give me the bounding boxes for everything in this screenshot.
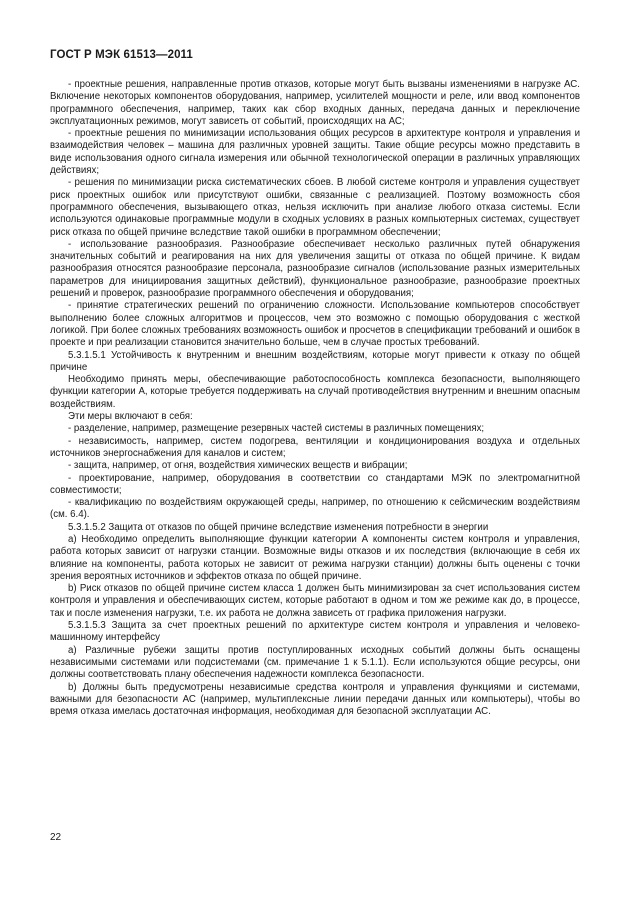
page-number: 22 (50, 832, 62, 843)
document-header: ГОСТ Р МЭК 61513—2011 (50, 49, 193, 61)
document-body (50, 79, 580, 718)
paragraph: - решения по минимизации риска систематических сбоев. В любой системе контроля и управления существует риск проектных ошибок или присутствуют ошибки, связанные с реализацией. Поэтому возможность сбоя программного обеспечения, вызывающего отказ, нельзя исключить при анализе любого отказа системы. Если используются одинаковые программные модули в сходных условиях в разных компьютерных системах, существует риск отказа по общей причине вследствие такой ошибки в программном обеспечении; (50, 177, 580, 238)
section-heading-5-3-1-5-2: 5.3.1.5.2 Защита от отказов по общей причине вследствие изменения потребности в энергии (68, 521, 489, 533)
list-item: - защита, например, от огня, воздействия химических веществ и вибрации; (68, 460, 408, 472)
list-item: - разделение, например, размещение резервных частей системы в различных помещениях; (68, 423, 485, 435)
section-heading-5-3-1-5-3: 5.3.1.5.3 Защита за счет проектных решений по архитектуре систем контроля и управления и человеко-машинному интерфейсу (50, 620, 580, 644)
list-item: - квалификацию по воздействиям окружающей среды, например, по отношению к сейсмическим воздействиям (см. 6.4). (50, 497, 580, 521)
list-item: - независимость, например, систем подогрева, вентиляции и кондиционирования воздуха и отдельных источников энергоснабжения для каналов и систем; (50, 435, 580, 459)
paragraph: - принятие стратегических решений по ограничению сложности. Использование компьютеров способствует выполнению более сложных алгоритмов и процессов, чем это возможно с помощью оборудования с жесткой логикой. При более сложных требованиях возможность ошибок и просчетов в спецификации требований и ошибок в проекте и при реализации становится значительно больше, чем в случае простых требований. (50, 300, 580, 349)
paragraph: - проектные решения, направленные против отказов, которые могут быть вызваны изменениями в нагрузке АС. Включение некоторых компонентов оборудования, например, усилителей мощности и реле, или ввод компонентов программного обеспечения, например, таких как сбор входных данных, передача данных и переключение эксплуатационных режимов, могут зависеть от событий, происходящих на АС; (50, 79, 580, 127)
list-item: - проектирование, например, оборудования в соответствии со стандартами МЭК по электромагнитной совместимости; (50, 472, 580, 496)
paragraph: Эти меры включают в себя: (68, 411, 193, 423)
section-heading-5-3-1-5-1: 5.3.1.5.1 Устойчивость к внутренним и внешним воздействиям, которые могут привести к отказу по общей причине (50, 349, 580, 373)
paragraph: b) Должны быть предусмотрены независимые средства контроля и управления функциями и системами, важными для безопасности АС (например, мультиплексные линии передачи данных или компьютеры), чтобы во время отказа имелась достаточная информация, необходимая для безопасной эксплуатации АС. (50, 681, 580, 718)
paragraph: - проектные решения по минимизации использования общих ресурсов в архитектуре контроля и управления и взаимодействия человек – машина для различных уровней защиты. Такие общие ресурсы можно представить в виде использования одного сигнала измерения или обычной технологической операции в различных управляющих действиях; (50, 128, 580, 177)
paragraph: Необходимо принять меры, обеспечивающие работоспособность комплекса безопасности, выполняющего функции категории А, которые требуется поддерживать на случай противодействия внутренним и внешним опасным воздействиям. (50, 374, 580, 410)
paragraph: b) Риск отказов по общей причине систем класса 1 должен быть минимизирован за счет использования систем контроля и управления и обеспечивающих систем, которые работают в одном и том же режиме как до, в процессе, так и после изменения нагрузки, т.е. их работа не должна зависеть от графика приложения нагрузки. (50, 583, 580, 619)
paragraph: a) Необходимо определить выполняющие функции категории А компоненты систем контроля и управления, работа которых зависит от нагрузки станции. Возможные виды отказов и их последствия (включающие в себя их влияние на компоненты, работа которых не зависит от режима нагрузки станции) должны быть оценены с точки зрения вероятных источников и эффектов отказа по общей причине. (50, 533, 580, 582)
paragraph: - использование разнообразия. Разнообразие обеспечивает несколько различных путей обнаружения значительных событий и реагирования на них для увеличения защиты от отказа по общей причине. К видам разнообразия относятся разнообразие персонала, разнообразие сигналов (использование разных измерительных параметров для инициирования защитных действий), функциональное разнообразие, разнообразие проектных решений и проверок, разнообразие программного обеспечения и оборудования; (50, 238, 580, 300)
paragraph: a) Различные рубежи защиты против поступлированных исходных событий должны быть оснащены независимыми системами или подсистемами (см. примечание 1 к 5.1.1). Если используются общие ресурсы, они должны соответствовать плану обеспечения надежности комплекса безопасности. (50, 644, 580, 681)
